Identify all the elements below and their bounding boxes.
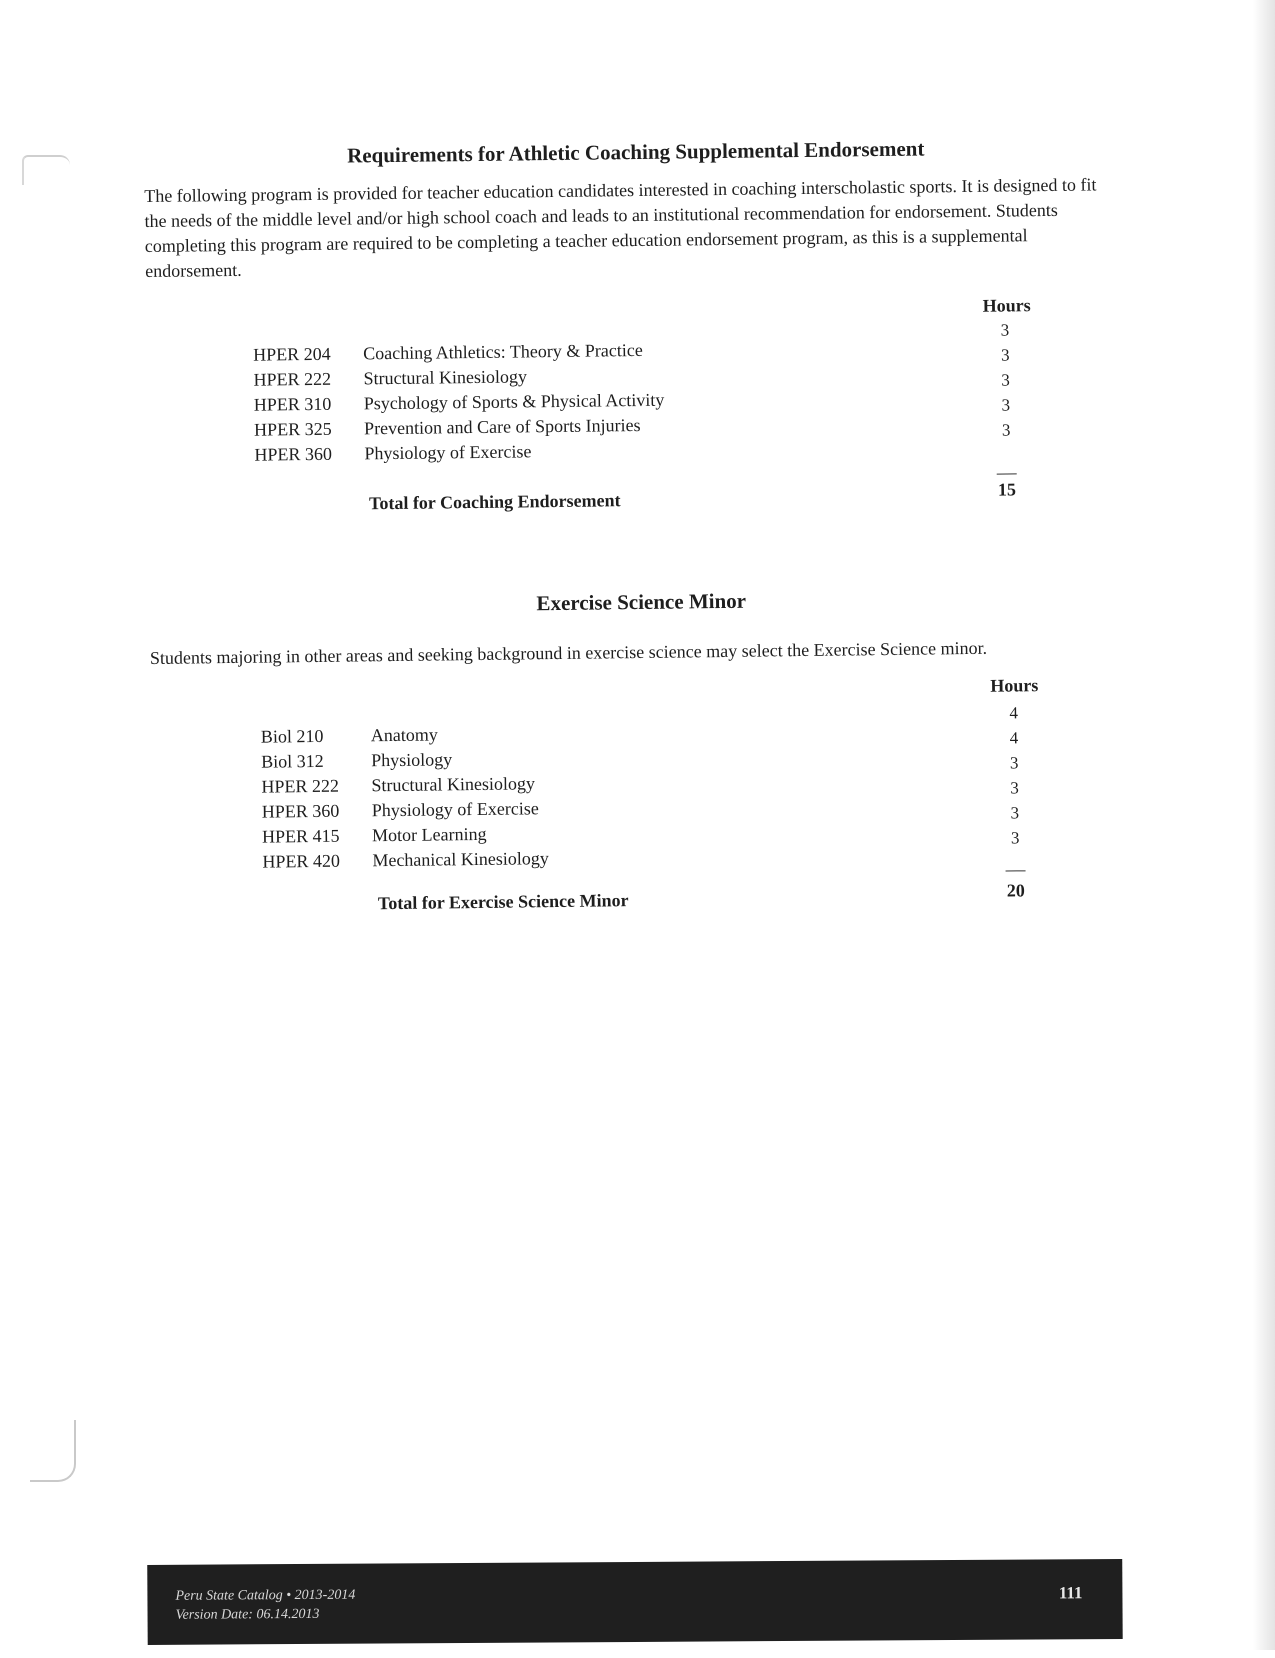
coaching-course-table (253, 334, 964, 468)
footer-catalog-info (175, 1586, 355, 1625)
course-hours: 3 (1010, 828, 1020, 848)
course-title: Physiology (371, 749, 453, 771)
course-hours: 3 (1001, 370, 1010, 390)
course-code: Biol 210 (260, 725, 324, 747)
total-label-coaching: Total for Coaching Endorsement (368, 490, 621, 514)
course-hours: 3 (1001, 395, 1011, 415)
course-title: Anatomy (370, 724, 438, 746)
course-title: Physiology of Exercise (371, 798, 539, 821)
course-code: HPER 222 (253, 368, 332, 390)
course-title: Psychology of Sports & Physical Activity (363, 389, 665, 414)
course-code: HPER 222 (261, 775, 340, 797)
course-title: Structural Kinesiology (363, 366, 528, 389)
exercise-science-course-table (261, 716, 973, 875)
course-title: Structural Kinesiology (371, 773, 536, 796)
total-hours-exercise-science: 20 (1006, 880, 1025, 901)
course-code: HPER 360 (261, 800, 340, 822)
total-label-exercise-science: Total for Exercise Science Minor (377, 890, 629, 914)
course-hours: 4 (1009, 703, 1018, 723)
course-code: HPER 310 (253, 393, 332, 415)
course-code: Biol 312 (261, 750, 324, 772)
course-hours: 4 (1009, 728, 1019, 748)
version-date: Version Date: 06.14.2013 (175, 1606, 320, 1623)
course-hours: 3 (1010, 778, 1019, 798)
course-hours: 3 (1009, 753, 1019, 773)
course-title: Physiology of Exercise (364, 441, 532, 464)
coaching-hours-column (990, 317, 1022, 442)
page-number: 111 (1058, 1583, 1083, 1603)
course-hours: 3 (1010, 803, 1020, 823)
total-hours-coaching: 15 (997, 479, 1017, 500)
course-code: HPER 360 (254, 443, 333, 465)
catalog-name: Peru State Catalog • 2013-2014 (175, 1587, 356, 1604)
course-title: Prevention and Care of Sports Injuries (363, 414, 641, 439)
section-title-exercise-science: Exercise Science Minor (536, 588, 747, 616)
course-title: Motor Learning (371, 823, 487, 846)
total-divider (1006, 870, 1026, 871)
page-footer (147, 1559, 1122, 1645)
total-divider (997, 473, 1017, 474)
course-hours: 3 (1000, 320, 1010, 340)
hours-column-header: Hours (982, 295, 1031, 316)
course-hours: 3 (1001, 420, 1011, 440)
hours-column-header: Hours (990, 675, 1039, 696)
course-title: Coaching Athletics: Theory & Practice (363, 339, 643, 364)
course-title: Mechanical Kinesiology (372, 848, 549, 871)
section-description-exercise-science: Students majoring in other areas and seeking background in exercise science may select the Exercise Science minor. (149, 637, 988, 668)
course-code: HPER 415 (261, 825, 340, 847)
course-hours: 3 (1000, 345, 1010, 365)
exercise-science-hours-column (998, 700, 1030, 850)
section-description-coaching: The following program is provided for teacher education candidates interested in coaching interscholastic sports. It is designed to fit the needs of the middle level and/or high school coach and leads to an institutional recommendation for endorsement. Students completing this program are required to be completing a teacher education endorsement program, as this is a supplemental endorsement. (144, 174, 1097, 282)
course-code: HPER 204 (253, 343, 331, 365)
course-code: HPER 420 (262, 850, 341, 872)
section-title-coaching: Requirements for Athletic Coaching Supplemental Endorsement (346, 136, 925, 168)
course-code: HPER 325 (253, 418, 332, 440)
